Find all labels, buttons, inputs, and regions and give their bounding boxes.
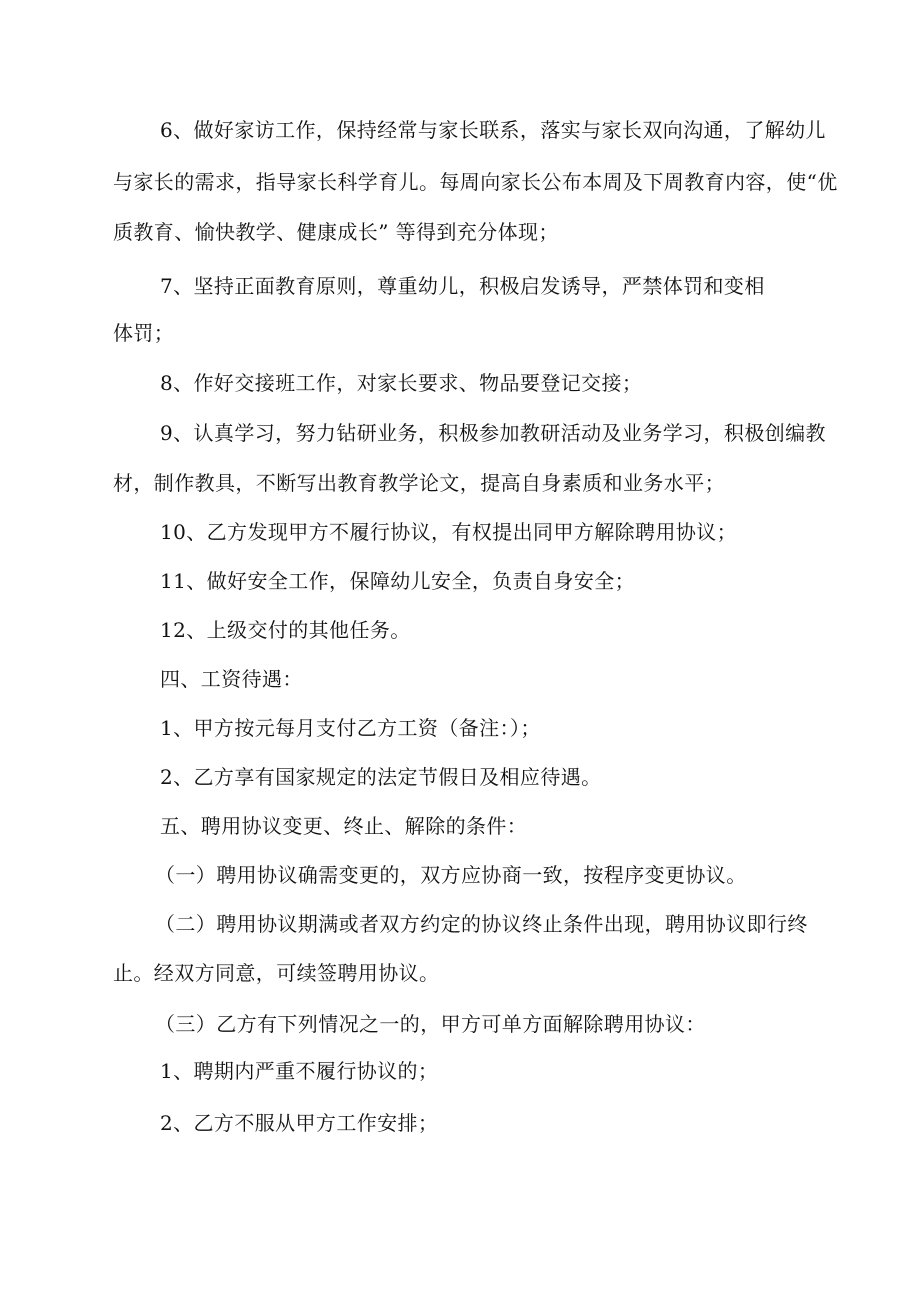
item-10: 10、乙方发现甲方不履行协议，有权提出同甲方解除聘用协议； — [160, 520, 738, 544]
wage-item-2: 2、乙方享有国家规定的法定节假日及相应待遇。 — [160, 765, 602, 789]
section-5-heading: 五、聘用协议变更、终止、解除的条件： — [160, 814, 528, 838]
item-6-line-1: 6、做好家访工作，保持经常与家长联系，落实与家长双向沟通，了解幼儿 — [160, 118, 826, 142]
clause-2-line-2: 止。经双方同意，可续签聘用协议。 — [113, 961, 440, 985]
clause-2-line-1: （二）聘用协议期满或者双方约定的协议终止条件出现，聘用协议即行终 — [155, 912, 808, 936]
wage-item-1: 1、甲方按元每月支付乙方工资（备注：）； — [160, 716, 541, 740]
item-12: 12、上级交付的其他任务。 — [160, 618, 411, 642]
item-9-line-2: 材，制作教具，不断写出教育教学论文，提高自身素质和业务水平； — [113, 471, 725, 495]
clause-3-item-1: 1、聘期内严重不履行协议的； — [160, 1059, 439, 1083]
clause-3: （三）乙方有下列情况之一的，甲方可单方面解除聘用协议： — [155, 1012, 706, 1036]
clause-3-item-2: 2、乙方不服从甲方工作安排； — [160, 1111, 439, 1135]
item-6-line-3: 质教育、愉快教学、健康成长” 等得到充分体现； — [113, 220, 559, 244]
item-6-line-2: 与家长的需求，指导家长科学育儿。每周向家长公布本周及下周教育内容，使“优 — [113, 170, 838, 194]
section-4-heading: 四、工资待遇： — [160, 667, 303, 691]
item-7-line-1: 7、坚持正面教育原则，尊重幼儿，积极启发诱导，严禁体罚和变相 — [160, 274, 765, 298]
item-7-line-2: 体罚； — [113, 321, 175, 345]
clause-1: （一）聘用协议确需变更的，双方应协商一致，按程序变更协议。 — [155, 863, 747, 887]
item-9-line-1: 9、认真学习，努力钻研业务，积极参加教研活动及业务学习，积极创编教 — [160, 421, 826, 445]
item-8: 8、作好交接班工作，对家长要求、物品要登记交接； — [160, 371, 643, 395]
item-11: 11、做好安全工作，保障幼儿安全，负责自身安全； — [160, 569, 636, 593]
